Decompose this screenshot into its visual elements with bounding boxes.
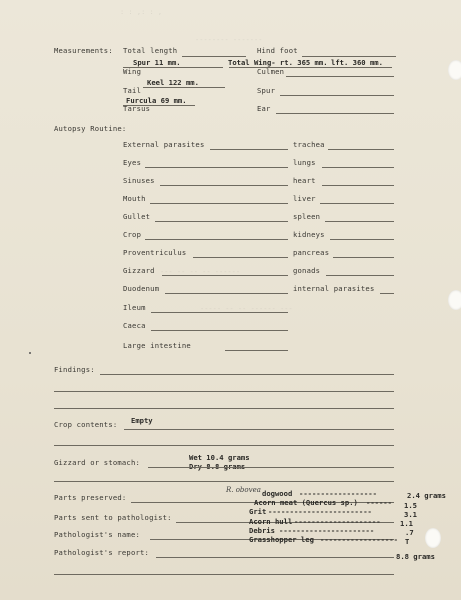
typed-total-wing-left: lft. 360 mm. (331, 58, 383, 67)
autopsy-item: Proventriculus (123, 248, 187, 257)
form-page: : : ,: : , -------- ------- --- -- -- -- ------ ----- -- -- ------ --- Measurements: Total length Hind foot Spur 11 mm. Total Wing- rt. 365 mm. lft. 360 mm. Wing Culmen Keel 122 mm. Tail Spur Furcula 69 mm. Tarsus Ear Autopsy Routine: External parasites trachea Eyes lungs Sinuses heart Mouth liver Gullet spleen Crop kidneys Proventriculus pancreas Gizzard gonads Duodenum internal parasites Ileum Caeca Large intestine Findings: Crop contents: Empty Wet 10.4 grams Gizzard or stomach: Dry 8.8 grams Parts preserved: Parts sent to pathologist: Pathologist's name: Pathologist's report: R. obovea dogwood ------------------ 2.4 grams Acorn meat (Quercus sp.) ------ 1.5 Grit ------------------------ 3.1 Acorn hull -------------------- 1.1 Debris ---------------------- .7 Grasshopper leg ------------------ T 8.8 grams (0, 0, 461, 600)
autopsy-item: Mouth (123, 194, 146, 203)
autopsy-item: gonads (293, 266, 321, 275)
tarsus-label: Tarsus (123, 104, 151, 113)
pathologist-name-label: Pathologist's name: (54, 530, 141, 539)
binder-hole (448, 290, 461, 310)
gizzard-label: Gizzard or stomach: (54, 458, 141, 467)
autopsy-item: Ileum (123, 303, 146, 312)
content-item-label: Acorn meat (Quercus sp.) (254, 498, 358, 507)
autopsy-item: spleen (293, 212, 321, 221)
typed-keel: Keel 122 mm. (147, 78, 199, 87)
parts-sent-label: Parts sent to pathologist: (54, 513, 172, 522)
autopsy-item: External parasites (123, 140, 205, 149)
content-item-value: 3.1 (404, 510, 417, 519)
autopsy-label: Autopsy Routine: (54, 124, 127, 133)
parts-preserved-label: Parts preserved: (54, 493, 127, 502)
autopsy-item: Caeca (123, 321, 146, 330)
content-item-label: Grasshopper leg (249, 535, 314, 544)
typed-total-wing: Total Wing- rt. 365 mm. (228, 58, 328, 67)
autopsy-item: kidneys (293, 230, 325, 239)
content-item-label: Acorn hull (249, 517, 293, 526)
autopsy-item: Gullet (123, 212, 151, 221)
autopsy-item: Sinuses (123, 176, 155, 185)
wing-label: Wing (123, 67, 142, 76)
autopsy-item: lungs (293, 158, 316, 167)
binder-hole (425, 528, 441, 548)
total-length-label: Total length (123, 46, 178, 55)
content-item-label: Debris (249, 526, 275, 535)
spur-label: Spur (257, 86, 276, 95)
autopsy-item: Eyes (123, 158, 142, 167)
content-item-value: 1.5 (404, 501, 417, 510)
autopsy-item: Large intestine (123, 341, 191, 350)
measurements-label: Measurements: (54, 46, 113, 55)
contents-total: 8.8 grams (396, 552, 435, 561)
typed-spur: Spur 11 mm. (133, 58, 181, 67)
autopsy-item: Duodenum (123, 284, 160, 293)
gizzard-wet: Wet 10.4 grams (189, 453, 250, 462)
crop-label: Crop contents: (54, 420, 118, 429)
autopsy-item: Gizzard (123, 266, 155, 275)
autopsy-item: Crop (123, 230, 142, 239)
content-item-value: T (405, 537, 410, 546)
autopsy-item: internal parasites (293, 284, 375, 293)
autopsy-item: heart (293, 176, 316, 185)
gizzard-dry: Dry 8.8 grams (189, 462, 246, 471)
content-item-label: Grit (249, 507, 267, 516)
content-item-value: 1.1 (400, 519, 413, 528)
autopsy-item: trachea (293, 140, 325, 149)
findings-label: Findings: (54, 365, 95, 374)
handwritten-species: R. obovea (226, 486, 261, 494)
ear-label: Ear (257, 104, 271, 113)
crop-value: Empty (131, 416, 153, 425)
hind-foot-label: Hind foot (257, 46, 298, 55)
tail-label: Tail (123, 86, 142, 95)
autopsy-item: pancreas (293, 248, 330, 257)
content-item-value: .7 (405, 528, 414, 537)
culmen-label: Culmen (257, 67, 285, 76)
typed-furcula: Furcula 69 mm. (126, 96, 187, 105)
autopsy-item: liver (293, 194, 316, 203)
content-item-value: 2.4 grams (407, 491, 446, 500)
content-item-label: dogwood (262, 489, 293, 498)
pathologist-report-label: Pathologist's report: (54, 548, 150, 557)
binder-hole (448, 60, 461, 80)
